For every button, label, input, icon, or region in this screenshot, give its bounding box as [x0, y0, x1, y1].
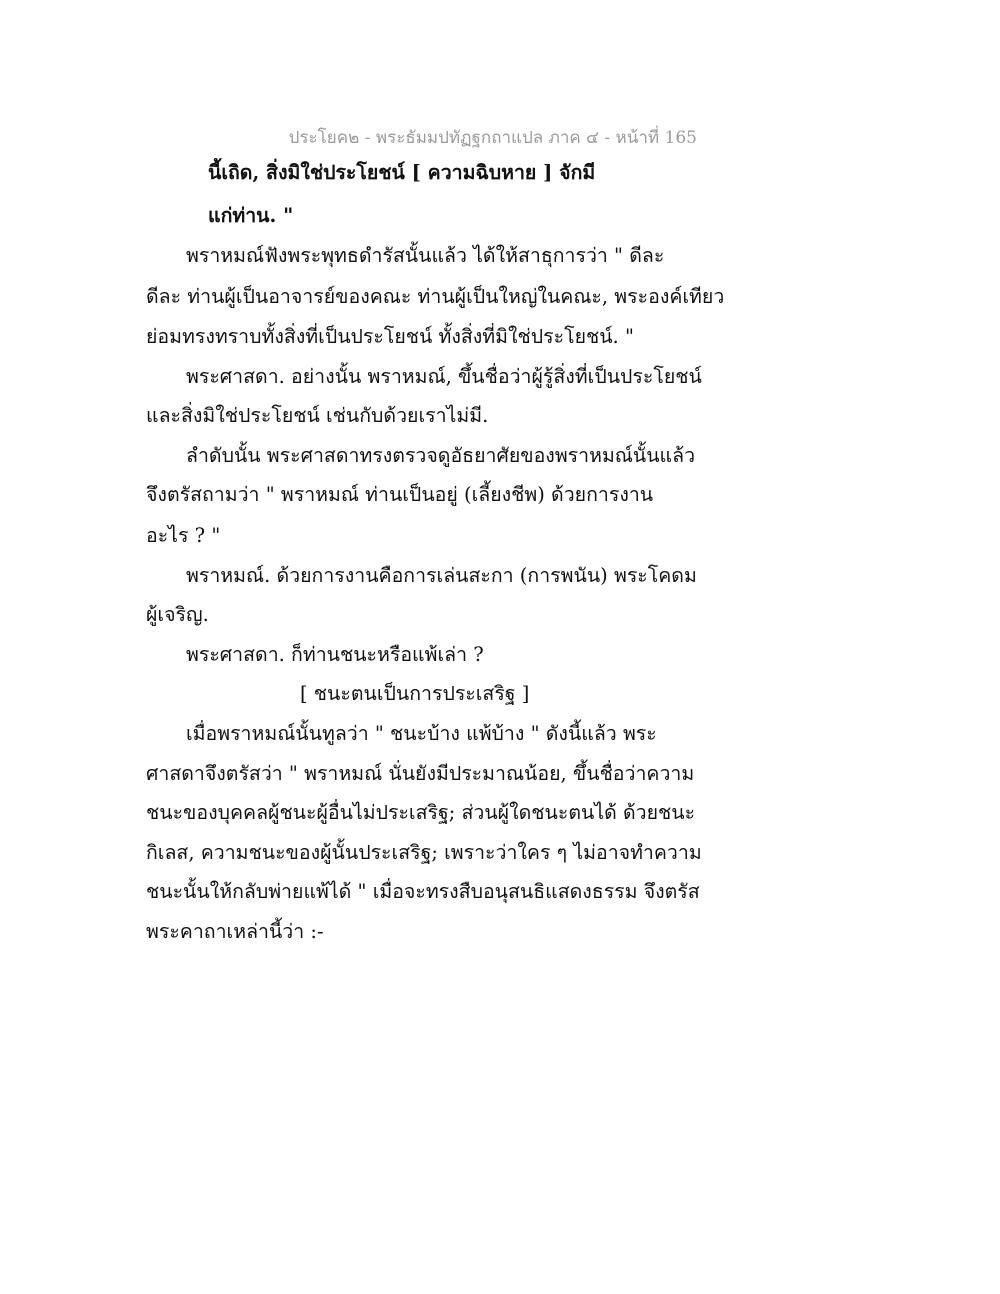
- text-line: จึงตรัสถามว่า " พราหมณ์ ท่านเป็นอยู่ (เลี้ยงชีพ) ด้วยการงาน: [146, 483, 654, 506]
- text-line: อะไร ? ": [146, 524, 221, 547]
- text-line: ดีละ ท่านผู้เป็นอาจารย์ของคณะ ท่านผู้เป็นใหญ่ในคณะ, พระองค์เทียว: [146, 285, 725, 308]
- text-line: พระศาสดา. อย่างนั้น พราหมณ์, ขึ้นชื่อว่าผู้รู้สิ่งที่เป็นประโยชน์: [186, 365, 702, 388]
- text-line: นี้เถิด, สิ่งมิใช่ประโยชน์ [ ความฉิบหาย ] จักมี: [208, 161, 596, 184]
- text-line: ลำดับนั้น พระศาสดาทรงตรวจดูอัธยาศัยของพราหมณ์นั้นแล้ว: [186, 444, 696, 467]
- page-header: ประโยค๒ - พระธัมมปทัฏฐกถาแปล ภาค ๔ - หน้าที่ 165: [288, 128, 697, 148]
- text-line: แก่ท่าน. ": [208, 204, 294, 227]
- text-line: พราหมณ์ฟังพระพุทธดำรัสนั้นแล้ว ได้ให้สาธุการว่า " ดีละ: [186, 244, 665, 267]
- text-line: พราหมณ์. ด้วยการงานคือการเล่นสะกา (การพนัน) พระโคดม: [186, 564, 697, 587]
- text-line: และสิ่งมิใช่ประโยชน์ เช่นกับด้วยเราไม่มี.: [146, 404, 489, 427]
- text-line: ย่อมทรงทราบทั้งสิ่งที่เป็นประโยชน์ ทั้งสิ่งที่มิใช่ประโยชน์. ": [146, 325, 634, 348]
- text-line: ชนะของบุคคลผู้ชนะผู้อื่นไม่ประเสริฐ; ส่วนผู้ใดชนะตนได้ ด้วยชนะ: [146, 801, 696, 824]
- section-heading: [ ชนะตนเป็นการประเสริฐ ]: [300, 682, 530, 705]
- text-line: ชนะนั้นให้กลับพ่ายแพ้ได้ " เมื่อจะทรงสืบอนุสนธิแสดงธรรม จึงตรัส: [146, 880, 700, 903]
- text-line: กิเลส, ความชนะของผู้นั้นประเสริฐ; เพราะว่าใคร ๆ ไม่อาจทำความ: [146, 841, 702, 864]
- text-line: พระคาถาเหล่านี้ว่า :-: [146, 920, 324, 943]
- text-line: พระศาสดา. ก็ท่านชนะหรือแพ้เล่า ?: [186, 643, 484, 666]
- text-line: เมื่อพราหมณ์นั้นทูลว่า " ชนะบ้าง แพ้บ้าง " ดังนี้แล้ว พระ: [186, 722, 657, 745]
- text-line: ศาสดาจึงตรัสว่า " พราหมณ์ นั่นยังมีประมาณน้อย, ขึ้นชื่อว่าความ: [146, 762, 695, 785]
- text-line: ผู้เจริญ.: [146, 603, 209, 626]
